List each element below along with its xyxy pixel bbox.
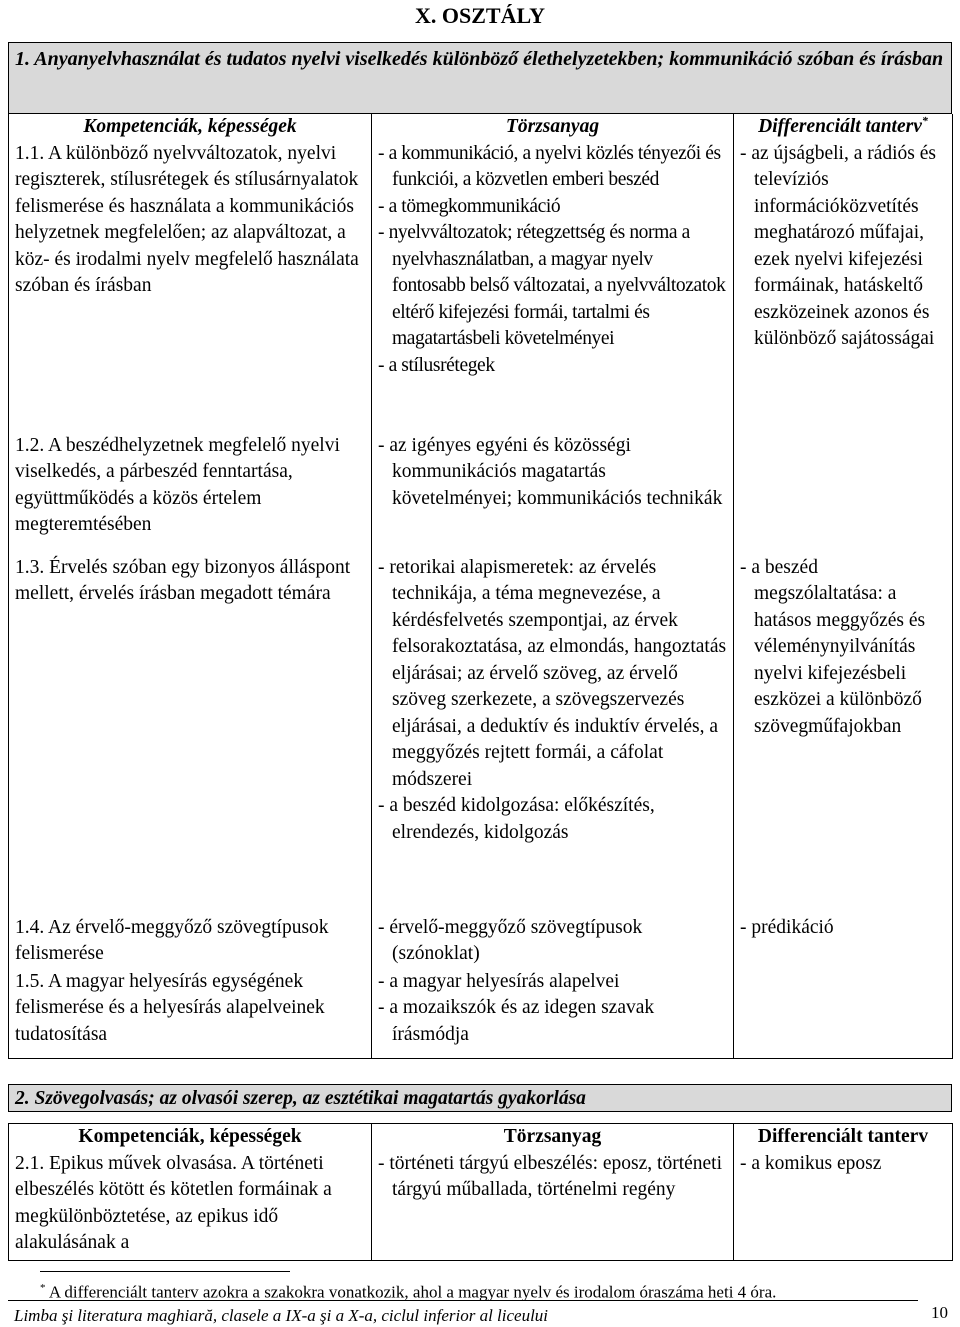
list-item: - prédikáció bbox=[740, 915, 946, 942]
table-row bbox=[9, 433, 953, 555]
table-row bbox=[9, 1151, 953, 1261]
list-item: - a beszéd kidolgozása: előkészítés, elrendezés, kidolgozás bbox=[378, 793, 727, 846]
list-item: - a beszéd megszólaltatása: a hatásos meggyőzés és véleménynyilvánítás nyelvi kifejezésbeli eszközei a különböző szövegműfajokban bbox=[740, 555, 946, 741]
header-differentiated: Differenciált tanterv bbox=[734, 1124, 953, 1151]
competency-cell: 2.1. Epikus művek olvasása. A történeti elbeszélés kötött és kötetlen formáinak a megkülönböztetése, az epikus idő alakulásának a bbox=[9, 1151, 372, 1261]
section2-table bbox=[8, 1123, 953, 1261]
diff-cell bbox=[734, 555, 953, 915]
competency-cell: 1.4. Az érvelő-meggyőző szövegtípusok felismerése bbox=[9, 915, 372, 969]
diff-cell bbox=[734, 1151, 953, 1261]
list-item: - nyelvváltozatok; rétegzettség és norma a nyelvhasználatban, a magyar nyelv fontosabb belső változatai, a nyelvváltozatok eltérő kifejezési formái, tartalmi és magatartásbeli követelményei bbox=[378, 220, 727, 353]
core-cell bbox=[372, 1151, 734, 1261]
footnote-divider bbox=[40, 1271, 290, 1272]
list-item: - a mozaikszók és az idegen szavak írásmódja bbox=[378, 995, 727, 1048]
list-item: - történeti tárgyú elbeszélés: eposz, történeti tárgyú műballada, történelmi regény bbox=[378, 1151, 727, 1204]
footnote-mark: * bbox=[921, 113, 928, 128]
list-item: - a komikus eposz bbox=[740, 1151, 946, 1178]
diff-cell bbox=[734, 433, 953, 555]
core-cell bbox=[372, 915, 734, 969]
table-row bbox=[9, 969, 953, 1059]
footnote-text: A differenciált tanterv azokra a szakokra vonatkozik, ahol a magyar nyelv és irodalom óraszáma heti 4 óra. bbox=[48, 1282, 777, 1302]
list-item: - a kommunikáció, a nyelvi közlés tényezői és funkciói, a közvetlen emberi beszéd bbox=[378, 141, 727, 194]
page-number: 10 bbox=[931, 1303, 948, 1322]
diff-cell bbox=[734, 969, 953, 1059]
core-cell bbox=[372, 969, 734, 1059]
list-item: - a tömegkommunikáció bbox=[378, 194, 727, 221]
list-item: - a magyar helyesírás alapelvei bbox=[378, 969, 727, 996]
competency-cell: 1.2. A beszédhelyzetnek megfelelő nyelvi viselkedés, a párbeszéd fenntartása, együttműködés a közös értelem megteremtésében bbox=[9, 433, 372, 555]
table-row bbox=[9, 555, 953, 915]
header-core: Törzsanyag bbox=[372, 1124, 734, 1151]
diff-cell bbox=[734, 141, 953, 433]
footer-divider bbox=[8, 1300, 918, 1301]
table-row bbox=[9, 915, 953, 969]
footnote-mark: * bbox=[40, 1282, 46, 1294]
core-cell bbox=[372, 555, 734, 915]
section1-table bbox=[8, 114, 953, 1059]
competency-cell: 1.1. A különböző nyelvváltozatok, nyelvi regiszterek, stílusrétegek és stílusárnyalatok felismerése és használata a kommunikációs helyzetnek megfelelően; az alapváltozat, a köz- és irodalmi nyelv megfelelő használata szóban és írásban bbox=[9, 141, 372, 433]
competency-cell: 1.5. A magyar helyesírás egységének felismerése és a helyesírás alapelveinek tudatosítása bbox=[9, 969, 372, 1059]
header-differentiated: Differenciált tanterv* bbox=[734, 114, 953, 141]
list-item: - az újságbeli, a rádiós és televíziós információközvetítés meghatározó műfajai, ezek nyelvi kifejezési formáinak, hatáskeltő eszközeinek azonos és különböző sajátosságai bbox=[740, 141, 946, 353]
page-title: X. OSZTÁLY bbox=[414, 3, 545, 28]
diff-cell bbox=[734, 915, 953, 969]
header-competencies: Kompetenciák, képességek bbox=[9, 1124, 372, 1151]
list-item: - a stílusrétegek bbox=[378, 353, 727, 380]
footer-text: Limba şi literatura maghiară, clasele a IX-a şi a X-a, ciclul inferior al liceului bbox=[14, 1306, 549, 1325]
list-item: - retorikai alapismeretek: az érvelés technikája, a téma megnevezése, a kérdésfelvetés szempontjai, az érvek felsorakoztatása, az elmondás, hangoztatás eljárásai; az érvelő szöveg, az érvelő szöveg szerkezete, a szövegszervezés eljárásai, a deduktív és induktív érvelés, a meggyőzés rejtett formái, a cáfolat módszerei bbox=[378, 555, 727, 794]
list-item: - érvelő-meggyőző szövegtípusok (szónoklat) bbox=[378, 915, 727, 968]
section2-heading: 2. Szövegolvasás; az olvasói szerep, az esztétikai magatartás gyakorlása bbox=[8, 1084, 952, 1112]
table-row bbox=[9, 141, 953, 433]
competency-cell: 1.3. Érvelés szóban egy bizonyos álláspont mellett, érvelés írásban megadott témára bbox=[9, 555, 372, 915]
header-competencies: Kompetenciák, képességek bbox=[9, 114, 372, 141]
section1-heading: 1. Anyanyelvhasználat és tudatos nyelvi viselkedés különböző élethelyzetekben; kommunikáció szóban és írásban bbox=[8, 42, 952, 114]
core-cell bbox=[372, 433, 734, 555]
list-item: - az igényes egyéni és közösségi kommunikációs magatartás követelményei; kommunikációs technikák bbox=[378, 433, 727, 513]
header-core: Törzsanyag bbox=[372, 114, 734, 141]
core-cell bbox=[372, 141, 734, 433]
